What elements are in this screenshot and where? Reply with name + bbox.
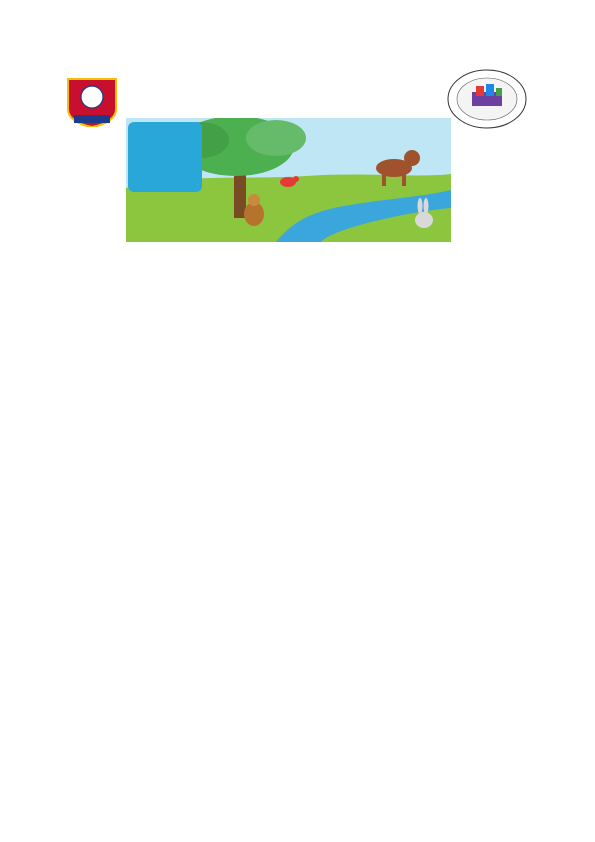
butterfly-border-bottom [0,800,595,834]
butterfly-border-left [6,50,40,798]
reading-program-logo [446,68,528,130]
story-paragraph-9 [87,260,509,274]
story-illustration [126,118,451,242]
butterfly-border-top [0,8,595,42]
butterfly-border-right [555,50,589,798]
school-crest-logo [64,75,120,127]
story-body [87,252,509,282]
